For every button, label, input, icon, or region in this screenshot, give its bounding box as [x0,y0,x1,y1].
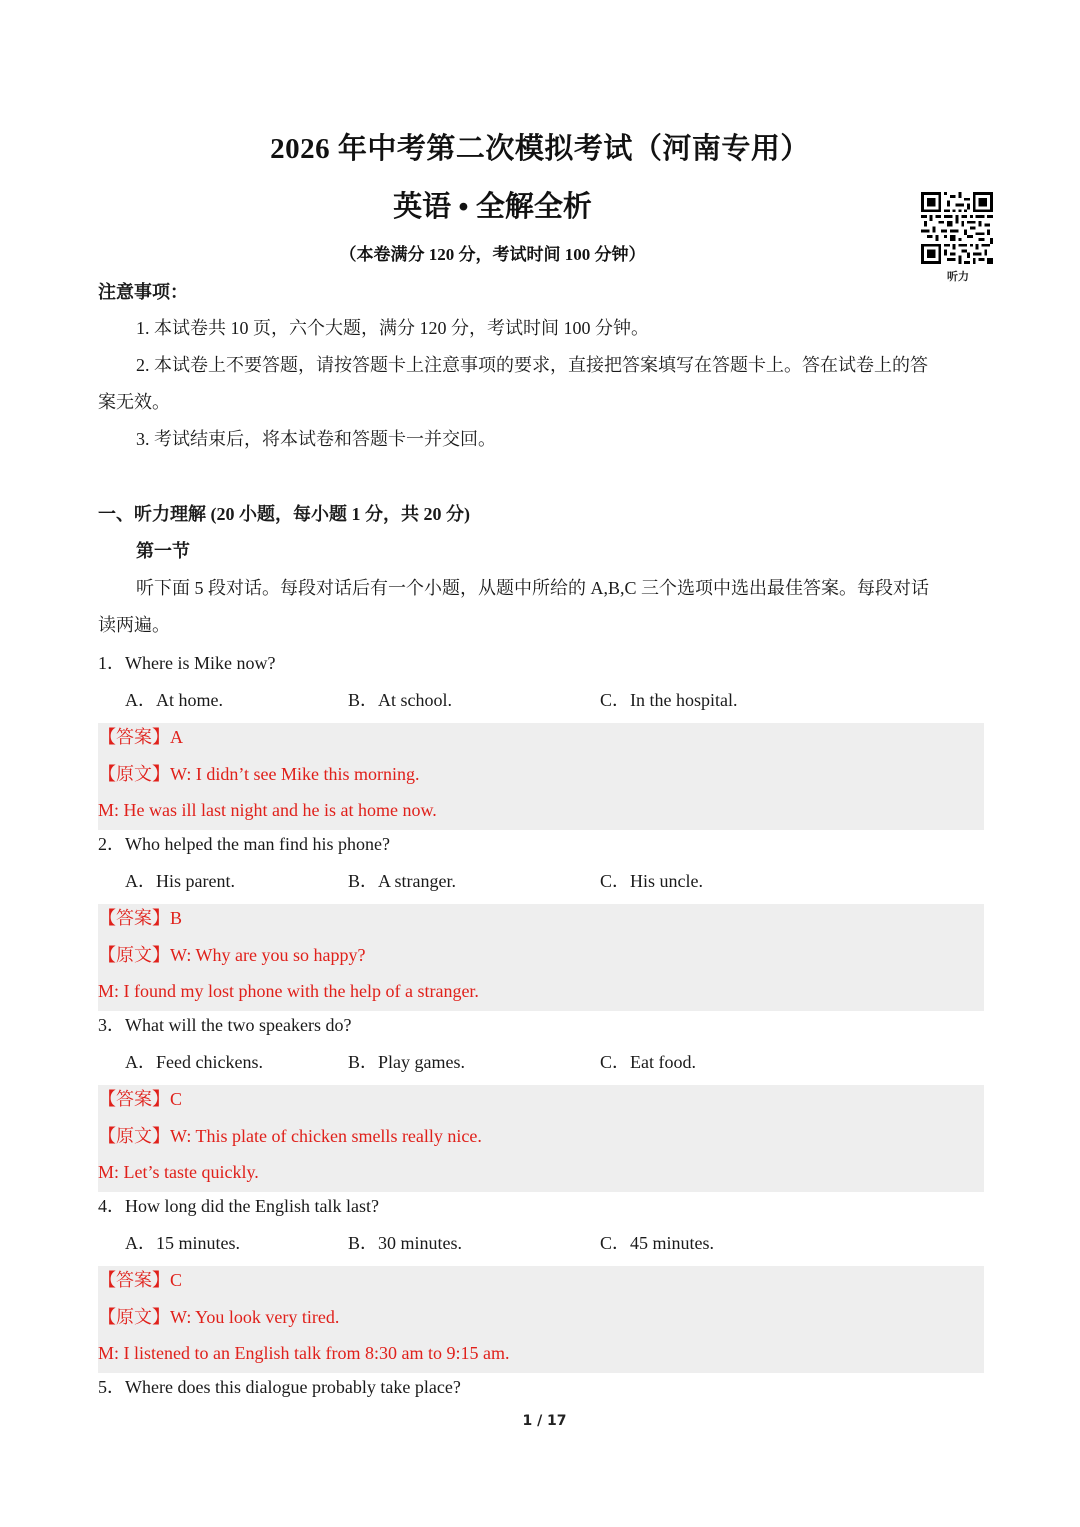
question-4: 4．How long did the English talk last? [98,1196,379,1216]
notice-item-2-cont: 案无效。 [98,392,170,412]
q2-option-b: B．A stranger. [348,871,456,891]
q1-option-c: C．In the hospital. [600,690,738,710]
notice-item-1: 1. 本试卷共 10 页，六个大题，满分 120 分，考试时间 100 分钟。 [136,318,649,338]
section-heading: 一、听力理解 (20 小题，每小题 1 分，共 20 分) [98,504,470,524]
sub-title: 英语 • 全解全析 [393,191,592,223]
section-instructions: 听下面 5 段对话。每段对话后有一个小题，从题中所给的 A,B,C 三个选项中选出最佳答案。每段对话 [136,578,930,598]
section-instructions-cont: 读两遍。 [98,615,170,635]
paper-info: （本卷满分 120 分，考试时间 100 分钟） [339,245,646,264]
question-3: 3．What will the two speakers do? [98,1015,352,1035]
question-1: 1．Where is Mike now? [98,653,276,673]
q4-option-a: A．15 minutes. [125,1233,240,1253]
question-2: 2．Who helped the man find his phone? [98,834,390,854]
notice-item-3: 3. 考试结束后，将本试卷和答题卡一并交回。 [136,429,496,449]
q1-transcript-2: M: He was ill last night and he is at home now. [98,800,437,820]
section-part: 第一节 [136,541,190,561]
q3-transcript-1: 【原文】W: This plate of chicken smells really nice. [98,1126,482,1146]
q3-transcript-2: M: Let’s taste quickly. [98,1162,259,1182]
q1-transcript-1: 【原文】W: I didn’t see Mike this morning. [98,764,420,784]
q2-answer: 【答案】B [98,908,183,928]
q4-transcript-1: 【原文】W: You look very tired. [98,1307,340,1327]
q2-option-c: C．His uncle. [600,871,703,891]
q1-option-a: A．At home. [125,690,223,710]
q2-transcript-1: 【原文】W: Why are you so happy? [98,945,366,965]
q2-option-a: A．His parent. [125,871,235,891]
notice-heading: 注意事项： [98,282,188,302]
q4-option-b: B．30 minutes. [348,1233,463,1253]
q2-transcript-2: M: I found my lost phone with the help of a stranger. [98,981,479,1001]
q3-option-b: B．Play games. [348,1052,465,1072]
question-5: 5．Where does this dialogue probably take place? [98,1377,461,1397]
q1-answer: 【答案】A [98,727,183,747]
q3-answer: 【答案】C [98,1089,183,1109]
q4-option-c: C．45 minutes. [600,1233,715,1253]
q4-answer: 【答案】C [98,1270,183,1290]
q4-transcript-2: M: I listened to an English talk from 8:30 am to 9:15 am. [98,1343,510,1363]
q3-option-a: A．Feed chickens. [125,1052,263,1072]
notice-item-2: 2. 本试卷上不要答题，请按答题卡上注意事项的要求，直接把答案填写在答题卡上。答在试卷上的答 [136,355,928,375]
main-title: 2026 年中考第二次模拟考试（河南专用） [270,133,810,165]
qr-caption: 听力 [947,271,969,283]
q3-option-c: C．Eat food. [600,1052,696,1072]
q1-option-b: B．At school. [348,690,453,710]
listening-qr-code-icon[interactable] [918,192,996,264]
page-number: 1 / 17 [522,1413,567,1429]
